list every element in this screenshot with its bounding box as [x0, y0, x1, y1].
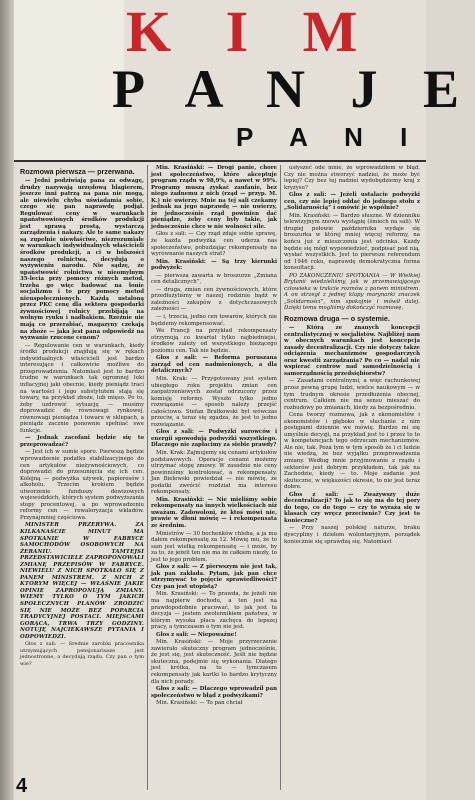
section-heading: Rozmowa druga — o systemie.	[284, 314, 390, 324]
article-paragraph: Min. Krasiński: — Moje przyrzeczenie zawierało skuteczny program jednocześnie, że jest się, jest skuteczność. Jeśli nie będzie skuteczna, podejmie się wykonania. Dlatego jest krótka, na to — tymczasem rekompensaty jak kartki to bardzo krytyczny dla nich porady.	[151, 639, 277, 685]
article-paragraph: usłyszeć ode mnie, że wprowadziłem w błąd. Czy nie można stworzyć nadziei, że może być lepiej? Czy bez tej nadziei wydobędziemy kraj z kryzysu?	[284, 165, 420, 191]
masthead-rule	[14, 160, 426, 162]
article-paragraph: Min. Krasiński: — Są trzy kierunki podwyżek:	[151, 258, 277, 272]
article-paragraph: PO ZAKOŃCZENIU SPOTKANIA — W Wielkiej Brytanii wiedzieliśmy, jak w przemawiającego człowieka w trakcie rozmów z panem ministrem. A on strzegł z jednej klapy marynarki znaczek „Solidarności”, nim spokojnie i mówił dalej. Dzięki temu mogliśmy dokończyć rozmowę.	[284, 272, 420, 312]
article-paragraph: — Zasadami centralnymi, a więc rachunkowej przez pewną grupę ludzi, wielce naukowym — w tym trudnym okresie przedłużenia obecnej, centrum. Całkiem nie ma sensu mieszać do rozbudowy po zmianach, kiedy za bezpośrednio.	[284, 378, 420, 411]
section-heading: Rozmowa pierwsza — przerwana.	[20, 167, 135, 176]
article-paragraph: Min. Krak: Zajmujemy się cenami artykułów podstawowych. Operacje cenami możemy utrzymać stopę zmowy. W zasadzie nie ceny powinniśmy kontrolować, a rekompensaty. Jan Bielewski powiedział — nie mówię, że podatki zwrócić rozdział ma interesu rekompensaty.	[151, 449, 277, 496]
article-paragraph: — Regulowanie cen w warunkach, kiedy środki produkcji znajdują się w rękach indywidualnych właścicieli jest bardzo interesujące i całkowicie możliwe do przeprowadzenia. Natomiast jest to bardzo trudne w warunkach tak ogromnej luki inflacyjnej jaki obecnie, kiedy pieniądz traci na wartości i jego substytutem stają się towary, na przykład zboże, lub mięso. Po to, żeby uzdrowić sytuację — musimy doprowadzić do równowagi rynkowej, równowagi pieniądza i towaru w sklepach, a pieniądz zacznie ponownie spełniać swe funkcje.	[20, 342, 144, 434]
masthead	[112, 0, 475, 160]
article-paragraph: Min. Krasiński: — Drogi panie, chore jest społeczeństwo, które akceptuje program rządu w 98,9%, a nawet w 99%. Programy muszą zyskać zaufanie, bez niego żadnemu z nich (rząd — przyp. M. K.) nie uwierzy. Mnie na tej sali czekamy jednak na jego naprawdę — nie uwierzy, że jednocześnie rząd powinien dać pieniądze, żeby ceny były takie, jak jednocześnie chce w nie wolności sile.	[151, 165, 277, 230]
article-paragraph: — Którą ze znanych koncepcji centralistycznej w socjalistów. Najbliżej nam w obecnych warunkach jest koncepcja zasady decentralizacji. Czy nie dotyczy także odciążenia mechanizmów gospodarczych oraz kwestii zarządzania? Po co — nadal nie wspierać centrów nad samodzielnością i samorządnością przedsiębiorstw?	[284, 325, 420, 377]
article-paragraph: Cena tworzy rozmowa, jak z ekonomistów i ekonomistów i głęboko w słuchanie z nim postępami dziennie we mówię. Bardzo mi się umyślnie decyzji, na przykład jest to i przez to to w kompetencjach tego odrzucam mechanizmów. Ale nie, tak. Poza tym w tym sposób że i ci ludzie nie wiedzą, że bez wyjątku przeprowadzenia zmiany. Według mnie przyjmowanie z rządu i sektorów jest dobrym przykładem, tak jak na Zachodzie, kiedy — to. Moje zadanie jest skuteczne, w większości okresie, to nie jest teraz dobre.	[284, 412, 420, 491]
article-paragraph: Głos z sali: — Jeżeli ustalacie podwyżki cen, czy nie lepiej oddać do jednego stołu z „Solidarnością” i omówić je wspólnie?	[284, 192, 420, 212]
article-paragraph: Min. Krasiński: — Nie mieliśmy sobie rekompensaty na innych wielkościach niż uważam. Zadowoloni, że ktoś mówi nie, prawie w dłoni mówię — i rekompensata ze średnim.	[151, 496, 277, 529]
article-paragraph: — pierwsza zawarta w broszurze „Zmiana cen detalicznych”,	[151, 272, 277, 286]
article-paragraph: Głos z sali: — Zważywszy duże decentralizacji? To jak to się ma do tej pory do tego, co do tego — czy to wyraża się w klasach czy wręcz przeciwnie? Czy jest to konieczne?	[284, 491, 420, 524]
article-paragraph: Głos z sali: — Podwyżki surowców i energii spowodują podwyżki wszystkiego. Dlaczego nie zapłacimy za siebie prawdy?	[151, 429, 277, 449]
article-paragraph: Głos z sali: — Reforma poruszana zarząd od cen nadmienionych, a dla detalicznych?	[151, 355, 277, 375]
article-paragraph: — Jest ich w sumie sporo. Pierwszą będzie wprowadzenie podatku stabilizacyjnego do cen artykułów nieżywnościowych, co doprowadzi do przesunięcia się ich cen. Kolejną — podwyżka używek, papierosów i alkoholu. Trzecim krokiem będzie utworzenie funduszy dewizowych wojewódzkich, których system podwyższania stopy procentowej, a po wprowadzeniu reformy cen — rewaloryzacja wkładów. Przynajmniej częściowa.	[20, 449, 144, 521]
masthead-line-black: P A N J E	[112, 59, 475, 119]
article-paragraph: Min. Krasiński: — Bardzo słuszne. W dzienniku telewizyjnym znowu wystąpię (śmiech na sali). W drugiej połowie października wydaje się broszurka w której mniej więcej reformy, na końcu już z mieszczenia jest odcinka. Każdy będzie się mógł wypowiedzieć, podpisać pod nią, wysłać wszystkich. Jest to pierwsze referendum od 1946 roku, naprawdę demokratyczna forma konsultacji.	[284, 212, 420, 272]
page-number: 4	[16, 775, 28, 797]
article-paragraph: Głos z sali: — Z pierwszym nie jest tak, jak pan zakłada. Pytam, jak pan chce utrzymywać to pojęcie sprawiedliwości? Czy pan jest utopistą?	[151, 564, 277, 590]
article-paragraph: Min. Krasiński: — To pan chciał	[156, 700, 243, 707]
article-paragraph: — Przy naszej polskiej naturze, braku dyscypliny i dziełom wolontaryjnym, porządek koniecznie się sprawdzą się. Natomiast	[284, 525, 420, 545]
article-paragraph: Głos z sali: — Srednie zarobki pracownika utrzymujących pensjonariusze jest jednostronne, a decydują rządu. Czy pan o tym wie?	[20, 641, 144, 667]
text-column-3	[284, 165, 420, 790]
article-paragraph: Głos z sali: — Czy rząd zdaje sobie sprawę, że każda podwyżka cen uderza nas społeczeństwo, pobudzając rekompensaty na wyrównanie naszych strat?	[151, 231, 277, 258]
article-paragraph: — Jednak zacofani będzie się to przeprowadzać?	[20, 435, 144, 448]
scan-edge-shadow	[0, 0, 14, 800]
column-divider	[147, 165, 148, 790]
text-column-1	[20, 165, 144, 790]
article-paragraph: — Jedni podziwiają pana za odwagę, drudzy nazywają urzędową blagierem, jeszcze inni patrzą na pana nie mogą, ale niewielu chyba uświadamia sobie, czego się pan naprawdę podjął. Regulować ceny w warunkach upaństwowionych środków produkcji jest sprawą prostą, wystarczą zarządzenia i nakazy. Ale te same nakazy są zupełnie niewłaściwe, niezrozumiałe w warunkach indywidualnych właścicieli środków produkcji, a ci w bolszości naszego rolnictwa, decydują o wyżywieniu narodu. Nie sądzę, że upaństwowić rolnictwa w nieomylnym 35-lecia przy pomocy różnych metod, trzeba go więc badować na łonie socjalizmu i to przy pomocy metod nieuspołecznionych. Każdą ustaloną przez PKC cenę dla sektora gospodarki żywnościowej rolnicy przebijają na wolnym rynku i nadbakiem. Rzeźnie nie mają co przerabiać, magazyny czekają na zboże — jaka jest pana odpowiedź na wyzwanie rzucone cenom?	[20, 178, 144, 342]
article-paragraph: — i, trzecia, jedno cen towarów, których nie będziemy rekompensować.	[151, 314, 277, 327]
article-paragraph: Głos z sali: — Dlaczego wprowadził pan społeczeństwo w błąd z podwyżkami?	[151, 686, 277, 699]
article-paragraph: We Francji na przykład rekompensaty otrzymują co kwartał tylko najbiedniejsi, środków zależy od wszystkiego bieżącego poziomu cen. Tak nie będzie.	[151, 328, 277, 354]
article-paragraph: Ministrów — 30 bochenków chleba, a ja mu dałem rekompensatę za 12. Mówię mu, że to sam jest wielką rekompensatę — i może, by za to, że jeżeli ten nie ma że całkiem niezły, to jest to jego problem.	[151, 530, 277, 563]
article-paragraph: Min. Krak: — Przygotowany jest system ubiegłego roku projektu zmian cen zaopatrzeniowych został odrzucony przez komisję reformy. Wyszło tylko jedno rozwiązanie — sposób należy przejść całościowo. Stefan Bratkowski był wówczas przeciw, a teraz się zgadza, że jest to jedno rozwiązanie.	[151, 375, 277, 428]
article-paragraph: Min. Krasiński: — To prawda, że jeżeli nie ma najpierw dochodu, a ten jest na prawdopodobnie pracować, to jak jest ta decyzja — jestem zwolennikiem państwa, w którym wysoka płaca zachęca do lepszej pracy, a tymczasem o tym nie jest.	[151, 591, 277, 631]
article-paragraph: Głos z sali: — Niepoważne!	[156, 631, 237, 638]
masthead-line-small: P A N I	[236, 122, 423, 152]
article-paragraph: MINISTER PRZERYWA. ZA KILKANAŚCIE MINUT MA SPOTKANIE W FABRYCE SAMOCHODÓW OSOBOWYCH NA ŻERANIU. TAMTEJSI PRZEDSTAWICIELE ZAPROPONOWALI ZMIANĘ PRZEPISÓW W FABRYCE. NIEWIELU Z NICH SPOTKAŁO SIĘ Z PANEM MINISTREM. Z NICH Z KTÓRYM WIĘCEJ — WŁAŚNIE JAKIE OPINIE ZAPROPONUJĄ ZMIANY. WIEMY TYLKO O TYM JAKICH SPOŁECZNYCH PLANÓW ZRODZIĆ SIĘ NIE MOŻE BEZ POPARCIA TRADYCYJNEJ POSTACI. MIEJSCAMI GORĄCA, TRWA TRZY GODZINY. NOTUJĘ NAJCIEKAWSZE PYTANIA I ODPOWIEDZI.	[20, 522, 144, 640]
masthead-line-red: K I M	[126, 0, 378, 64]
text-column-2	[151, 165, 277, 790]
article-paragraph: — druga, zmian cen żywnościowych, które przedłużyliśmy w naszej rodzinie bądź w zależności zakupów z dotychczasowych zależności —	[151, 286, 277, 313]
column-divider	[280, 165, 281, 790]
page-corner-blank	[14, 0, 124, 160]
